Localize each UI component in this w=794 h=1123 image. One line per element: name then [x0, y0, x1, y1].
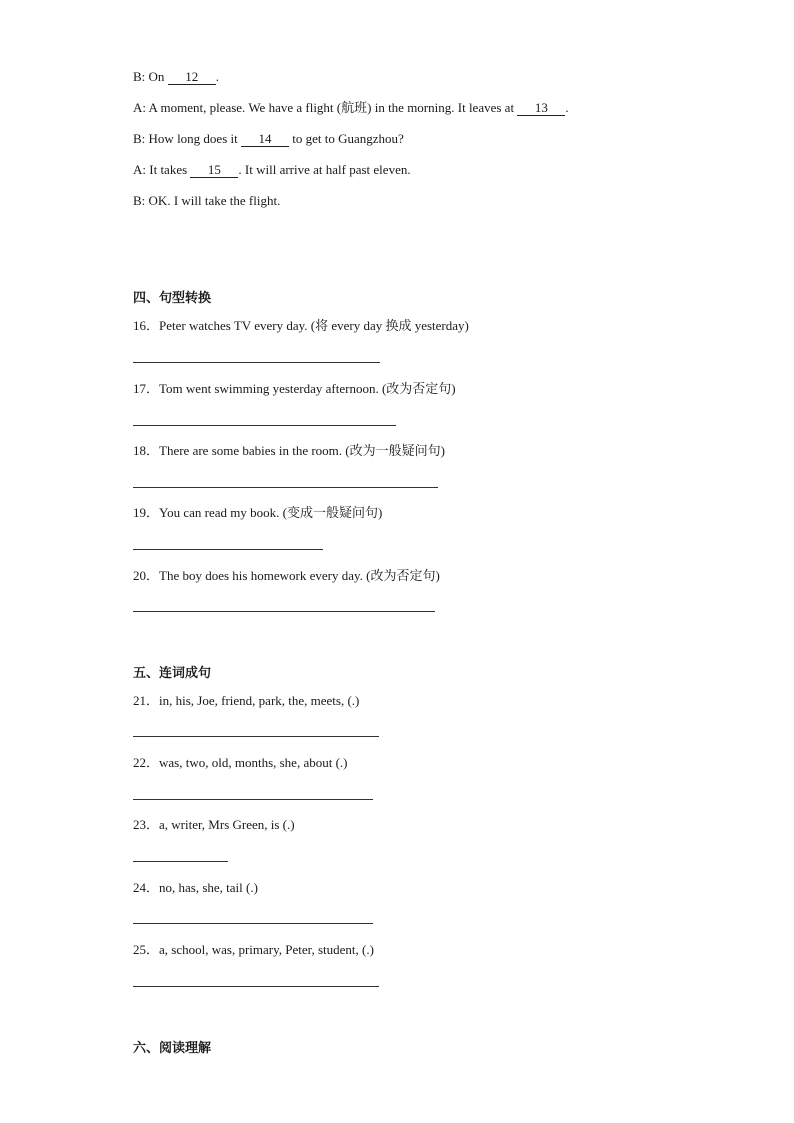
answer-line-21[interactable]	[133, 736, 379, 737]
blank-15[interactable]: 15	[190, 163, 238, 178]
answer-line-24[interactable]	[133, 923, 373, 924]
speaker: B:	[133, 69, 146, 84]
dialogue-text: How long does it	[148, 131, 238, 146]
question-16	[133, 318, 469, 334]
question-text: There are some babies in the room. (改为一般疑问句)	[159, 443, 445, 458]
question-20	[133, 568, 440, 584]
dialogue-text: .	[565, 100, 569, 115]
answer-line-22[interactable]	[133, 799, 373, 800]
question-text: Peter watches TV every day. (将 every day 换成 yesterday)	[159, 318, 469, 333]
question-number: 20．	[133, 568, 160, 583]
question-text: Tom went swimming yesterday afternoon. (改为否定句)	[159, 381, 456, 396]
question-text: no, has, she, tail (.)	[159, 880, 258, 895]
dialogue-text: A moment, please. We have a flight (航班) in the morning. It leaves at	[148, 100, 515, 115]
answer-line-25[interactable]	[133, 986, 379, 987]
question-text: You can read my book. (变成一般疑问句)	[159, 505, 383, 520]
question-19	[133, 505, 382, 521]
question-number: 16．	[133, 318, 160, 333]
answer-line-19[interactable]	[133, 549, 323, 550]
question-text: a, writer, Mrs Green, is (.)	[159, 817, 295, 832]
dialogue-text: It takes	[149, 162, 188, 177]
answer-line-18[interactable]	[133, 487, 438, 488]
dialogue-line-14	[133, 131, 404, 147]
question-22	[133, 755, 348, 771]
answer-line-16[interactable]	[133, 362, 380, 363]
question-number: 19．	[133, 505, 160, 520]
question-number: 25．	[133, 942, 160, 957]
blank-12[interactable]: 12	[168, 70, 216, 85]
question-text: a, school, was, primary, Peter, student, (.)	[159, 942, 374, 957]
answer-line-20[interactable]	[133, 611, 435, 612]
question-text: was, two, old, months, she, about (.)	[159, 755, 348, 770]
question-number: 18．	[133, 443, 160, 458]
dialogue-text: to get to Guangzhou?	[292, 131, 404, 146]
question-25	[133, 942, 374, 958]
dialogue-text: .	[215, 69, 219, 84]
section4-title: 四、句型转换	[133, 291, 212, 306]
question-23	[133, 817, 295, 833]
question-number: 21．	[133, 693, 160, 708]
dialogue-text: On	[148, 69, 165, 84]
dialogue-text: OK. I will take the flight.	[148, 193, 281, 208]
answer-line-23[interactable]	[133, 861, 228, 862]
question-text: in, his, Joe, friend, park, the, meets, (.)	[159, 693, 360, 708]
answer-line-17[interactable]	[133, 425, 396, 426]
dialogue-text: . It will arrive at half past eleven.	[238, 162, 411, 177]
section6-title: 六、阅读理解	[133, 1041, 212, 1056]
speaker: B:	[133, 193, 146, 208]
speaker: A:	[133, 100, 146, 115]
speaker: A:	[133, 162, 146, 177]
section5-title: 五、连词成句	[133, 666, 212, 681]
blank-14[interactable]: 14	[241, 132, 289, 147]
question-18	[133, 443, 445, 459]
question-number: 24．	[133, 880, 160, 895]
question-number: 23．	[133, 817, 160, 832]
dialogue-line-final	[133, 193, 280, 209]
dialogue-line-12	[133, 69, 219, 85]
speaker: B:	[133, 131, 146, 146]
question-21	[133, 693, 359, 709]
question-number: 17．	[133, 381, 160, 396]
dialogue-line-15	[133, 162, 411, 178]
question-17	[133, 381, 456, 397]
question-number: 22．	[133, 755, 160, 770]
question-24	[133, 880, 258, 896]
blank-13[interactable]: 13	[517, 101, 565, 116]
dialogue-line-13	[133, 100, 569, 116]
question-text: The boy does his homework every day. (改为否定句)	[159, 568, 440, 583]
